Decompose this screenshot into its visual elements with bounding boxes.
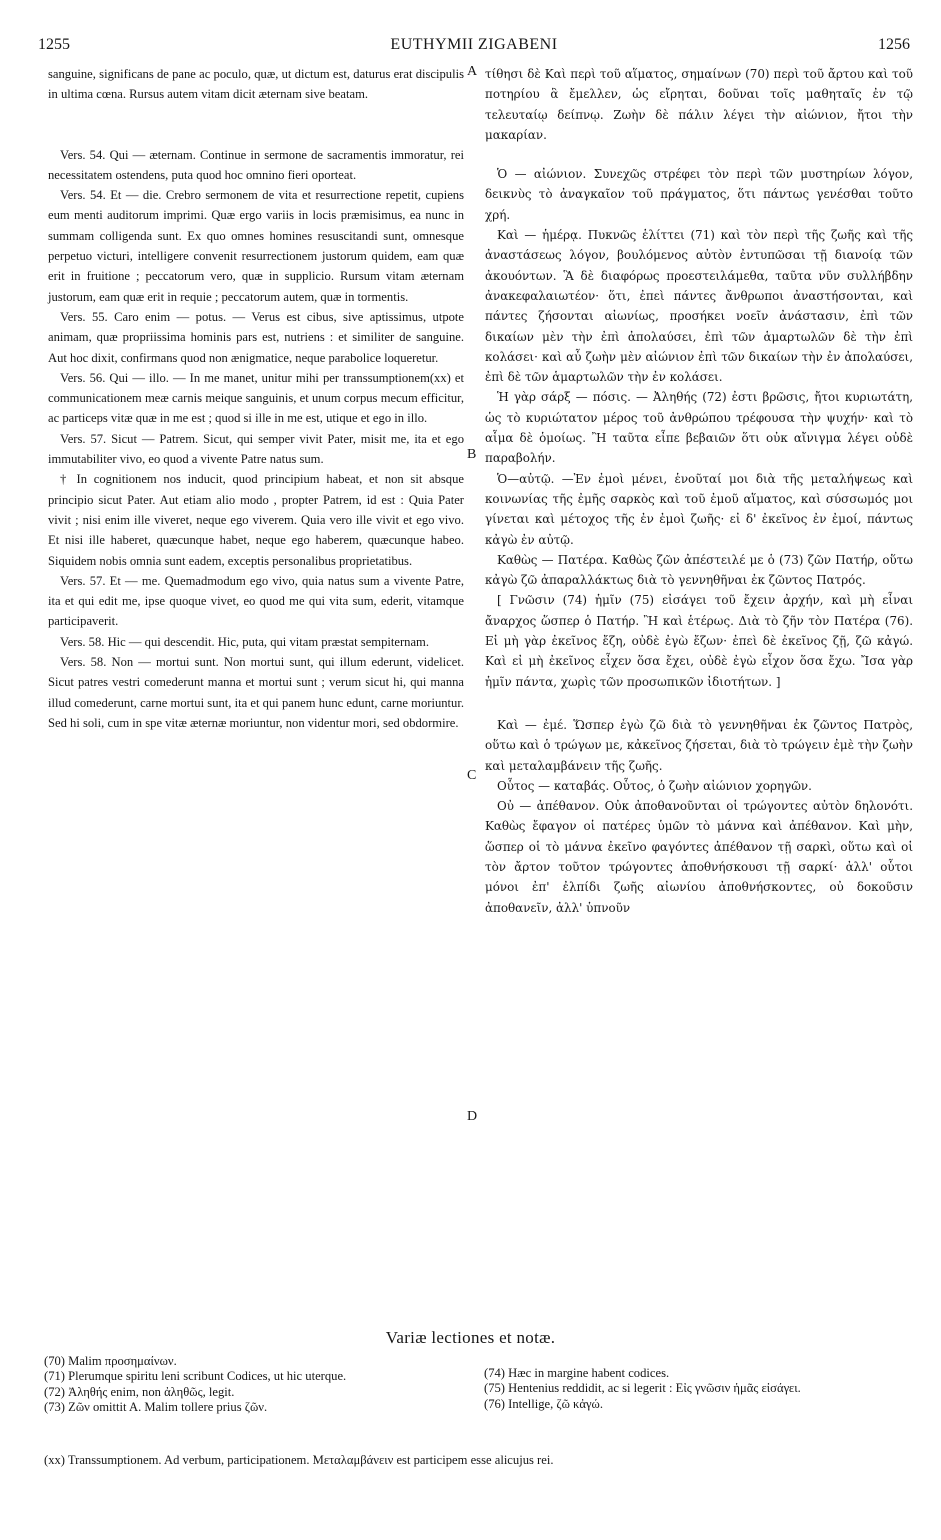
running-header <box>38 36 910 58</box>
latin-paragraph: sanguine, significans de pane ac poculo, quæ, ut dictum est, daturus erat discipulis in ultima cœna. Rursus autem vitam dicit æternam sive beatam. <box>48 67 464 102</box>
latin-paragraph: Vers. 54. Et — die. Crebro sermonem de vita et resurrectione repetit, cupiens eum menti auditorum imprimi. Quæ ergo variis in locis præmisimus, ea nunc in summam colligenda sunt. Ex quo omnes homines resuscitandi sunt, omnesque perpetuo victuri, intelligere convenit resurrectionem justorum quidem, eam quæ erit in fruitione ; peccatorum vero, quæ in supplicio. Rursum vitam æternam justorum, eam quæ erit in requie ; peccatorum autem, quæ in tormentis. <box>48 188 464 304</box>
latin-paragraph: Vers. 58. Non — mortui sunt. Non mortui sunt, qui illum ederunt, videlicet. Sicut patres vestri comederunt manna et mortui sunt ; verum sicut hi, qui manna illud comederunt, carne mortui sunt, ita et qui panem hunc edunt, carne moriuntur. Sed hi soli, cum in spe vitæ æternæ moriuntur, non videntur mori, sed obdormire. <box>48 655 464 730</box>
notes-right-column <box>484 1366 912 1412</box>
greek-paragraph: τίθησι δὲ Καὶ περὶ τοῦ αἵματος, σημαίνων (70) περὶ τοῦ ἄρτου καὶ τοῦ ποτηρίου ἃ ἔμελλεν, ὡς εἴρηται, δοῦναι τοῖς μαθηταῖς ἐν τῷ τελευταίῳ δείπνῳ. Ζωὴν δὲ πάλιν λέγει τὴν αἰώνιον, ἤτοι τὴν μακαρίαν. <box>485 67 913 142</box>
note-footer: (xx) Transsumptionem. Ad verbum, participationem. Μεταλαμβάνειν est participem esse alicujus rei. <box>44 1453 554 1467</box>
note-item: (76) Intellige, ζῶ κἀγώ. <box>484 1396 603 1411</box>
note-item: (75) Hentenius reddidit, ac si legerit : Εἰς γνῶσιν ἡμᾶς εἰσάγει. <box>484 1381 801 1396</box>
greek-paragraph: Ὁ — αἰώνιον. Συνεχῶς στρέφει τὸν περὶ τῶν μυστηρίων λόγον, δεικνὺς τὸ ἀναγκαῖον τοῦ πράγματος, ὅτι πάντως γενέσθαι τοῦτο χρή. <box>485 167 913 222</box>
page-number-left: 1255 <box>38 36 70 53</box>
margin-letter-d: D <box>467 1109 478 1124</box>
page-number-right: 1256 <box>878 36 910 53</box>
margin-letter-a: A <box>467 64 478 79</box>
latin-paragraph: Vers. 54. Qui — æternam. Continue in sermone de sacramentis immoratur, rei necessitatem ostendens, puta quod hoc omnino fieri oporteat. <box>48 147 464 182</box>
greek-paragraph: Ὁ—αὐτῷ. —Ἐν ἐμοὶ μένει, ἑνοῦταί μοι διὰ τῆς μεταλήψεως καὶ κοινωνίας τῆς ἐμῆς σαρκὸς καὶ τοῦ ἐμοῦ αἵματος, καὶ σύσσωμός μοι γίνεται καὶ μέτοχος τῆς ἐν ἐμοὶ ζωῆς· εἰ δ' ἐκεῖνος ἐν ἐμοί, πάντως κἀγὼ ἐν αὐτῷ. <box>485 471 913 547</box>
latin-paragraph: Vers. 58. Hic — qui descendit. Hic, puta, qui vitam præstat sempiternam. <box>60 634 429 649</box>
greek-paragraph: Ἡ γὰρ σάρξ — πόσις. — Ἀληθής (72) ἐστι βρῶσις, ἤτοι κυριωτάτη, ὡς τὸ κυριώτατον μέρος τοῦ ἀνθρώπου τρέφουσα τὴν ψυχήν· καὶ τὸ αἷμα δὲ ὁμοίως. Ἢ ταῦτα εἶπε βεβαιῶν ὅτι οὐκ αἴνιγμα λέγει οὐδὲ παραβολήν. <box>485 390 913 466</box>
notes-title: Variæ lectiones et notæ. <box>385 1328 556 1347</box>
latin-paragraph: Vers. 57. Et — me. Quemadmodum ego vivo, quia natus sum a vivente Patre, ita et qui edit me, ipse quoque vivet, eo quod me qui vita sum, ederit, vitamque participaverit. <box>48 573 464 629</box>
latin-paragraph: Vers. 55. Caro enim — potus. — Verus est cibus, sive aptissimus, utpote animam, quæ propriissima hominis pars est, nutriens : et similiter de sanguine. Aut hoc dixit, confirmans quod non ænigmatice, neque parabolice loqueretur. <box>48 309 464 365</box>
running-title: EUTHYMII ZIGABENI <box>390 36 558 53</box>
margin-letter-b: B <box>467 447 477 462</box>
greek-paragraph: Καὶ — ἐμέ. Ὥσπερ ἐγὼ ζῶ διὰ τὸ γεννηθῆναι ἐκ ζῶντος Πατρὸς, οὕτω καὶ ὁ τρώγων με, κἀκεῖνος ζήσεται, διὰ τὸ τρώγειν ἐμὲ τὴν ζωὴν καὶ μεταλαμβάνειν τῆς ζωῆς. <box>485 717 913 773</box>
note-item: (73) Ζῶν omittit A. Malim tollere prius ζῶν. <box>44 1400 268 1415</box>
greek-paragraph: Οὐ — ἀπέθανον. Οὐκ ἀποθανοῦνται οἱ τρώγοντες αὐτὸν δηλονότι. Καθὼς ἔφαγον οἱ πατέρες ὑμῶν τὸ μάννα καὶ ἀπέθανον. Καὶ μὴν, ὥσπερ οἱ τὸ μάννα ἐκεῖνο φαγόντες ἀπέθανον τῇ σαρκὶ, οὕτω καὶ οἱ τὸν ἄρτον τοῦτον τρώγοντες ἀποθνήσκουσι τῇ σαρκί· ἀλλ' οὗτοι μόνοι ἐπ' ἐλπίδι ζωῆς αἰωνίου ἀποθνήσκοντες, οὐ δοκοῦσιν ἀποθανεῖν, ἀλλ' ὑπνοῦν <box>485 799 913 915</box>
text-columns <box>44 64 912 1329</box>
note-item: (72) Ἀληθής enim, non ἀληθῶς, legit. <box>44 1384 235 1399</box>
greek-paragraph: Καθὼς — Πατέρα. Καθὼς ζῶν ἀπέστειλέ με ὁ (73) ζῶν Πατήρ, οὕτω κἀγὼ ζῶ ἀπαραλλάκτως διὰ τὸ γεννηθῆναι ἐκ ζῶντος Πατρός. <box>485 552 913 588</box>
latin-column <box>48 64 464 733</box>
note-item: (70) Malim προσημαίνων. <box>44 1354 177 1368</box>
greek-paragraph: Οὗτος — καταβάς. Οὗτος, ὁ ζωὴν αἰώνιον χορηγῶν. <box>497 778 812 793</box>
notes-left-column <box>44 1354 464 1416</box>
margin-letters <box>464 64 485 1329</box>
greek-paragraph: [ Γνῶσιν (74) ἡμῖν (75) εἰσάγει τοῦ ἔχειν ἀρχήν, καὶ μὴ εἶναι ἄναρχος ὥσπερ ὁ Πατήρ. Ἢ καὶ ἑτέρως. Διὰ τὸ ζῆν τὸν Πατέρα (76). Εἰ μὴ γὰρ ἐκεῖνος ἔζη, οὐδὲ ἐγὼ ἔζων· ἐπεὶ δὲ ἐκεῖνος ζῇ, ζῶ κἀγώ. Καὶ εἰ μὴ ἐκεῖνος εἶχεν ὅσα ἔχει, οὐδὲ ἐγὼ εἶχον ὅσα ἔχω. Ἴσα γὰρ ἡμῖν πάντα, χωρὶς τῶν προσωπικῶν ἰδιοτήτων. ] <box>485 593 913 689</box>
greek-paragraph: Καὶ — ἡμέρᾳ. Πυκνῶς ἑλίττει (71) καὶ τὸν περὶ τῆς ζωῆς καὶ τῆς ἀναστάσεως λόγον, βουλόμενος αὐτὸν ἐντυπῶσαι τῇ διανοίᾳ τῶν ἀκουόντων. Ἃ δὲ διαφόρως προεστειλάμεθα, ταῦτα νῦν συλλήβδην ἀνακεφαλαιωτέον· ὅτι, ἐπεὶ πάντες ἄνθρωποι ἀναστήσονται, καὶ πάντες ζήσονται αἰωνίως, προσήκει νοεῖν ἀνάστασιν, ἐπὶ τῶν δικαίων μὲν τὴν ἐπὶ ἀπολαύσει, ἐπὶ τῶν ἁμαρτωλῶν δὲ τὴν ἐπὶ κολάσει· καὶ αὖ ζωὴν μὲν αἰώνιον ἐπὶ τῶν δικαίων τὴν ἐν ἀπολαύσει, ἐπὶ δὲ τῶν ἁμαρτωλῶν τὴν ἐν κολάσει. <box>485 228 913 385</box>
latin-paragraph: Vers. 57. Sicut — Patrem. Sicut, qui semper vivit Pater, misit me, ita et ego immutabiliter vivo, eo quod a vivente Patre natus sum. <box>48 431 464 467</box>
latin-paragraph: Vers. 56. Qui — illo. — In me manet, unitur mihi per transsumptionem(xx) et communicationem meæ carnis meique sanguinis, et unum corpus mecum efficitur, ac particeps vitæ quæ in me est ; quod si ille in me est, utique et ego in illo. <box>48 370 464 426</box>
latin-paragraph: † In cognitionem nos inducit, quod principium habeat, et non sit absque principio sicut Pater. Aut etiam alio modo , propter Patrem, id est : Quia Pater vivit ; nisi enim ille viveret, neque ego viverem. Quia vero ille vivit et ego vivo. Et nisi ille haberet, quæcunque habet, neque ego haberem, quæcunque habeo. Siquidem nobis omnia sunt eadem, exceptis personalibus proprietatibus. <box>48 472 464 568</box>
greek-column <box>485 64 913 918</box>
note-item: (71) Plerumque spiritu leni scribunt Codices, ut hic uterque. <box>44 1369 347 1384</box>
note-item: (74) Hæc in margine habent codices. <box>484 1366 670 1380</box>
margin-letter-c: C <box>467 768 477 783</box>
